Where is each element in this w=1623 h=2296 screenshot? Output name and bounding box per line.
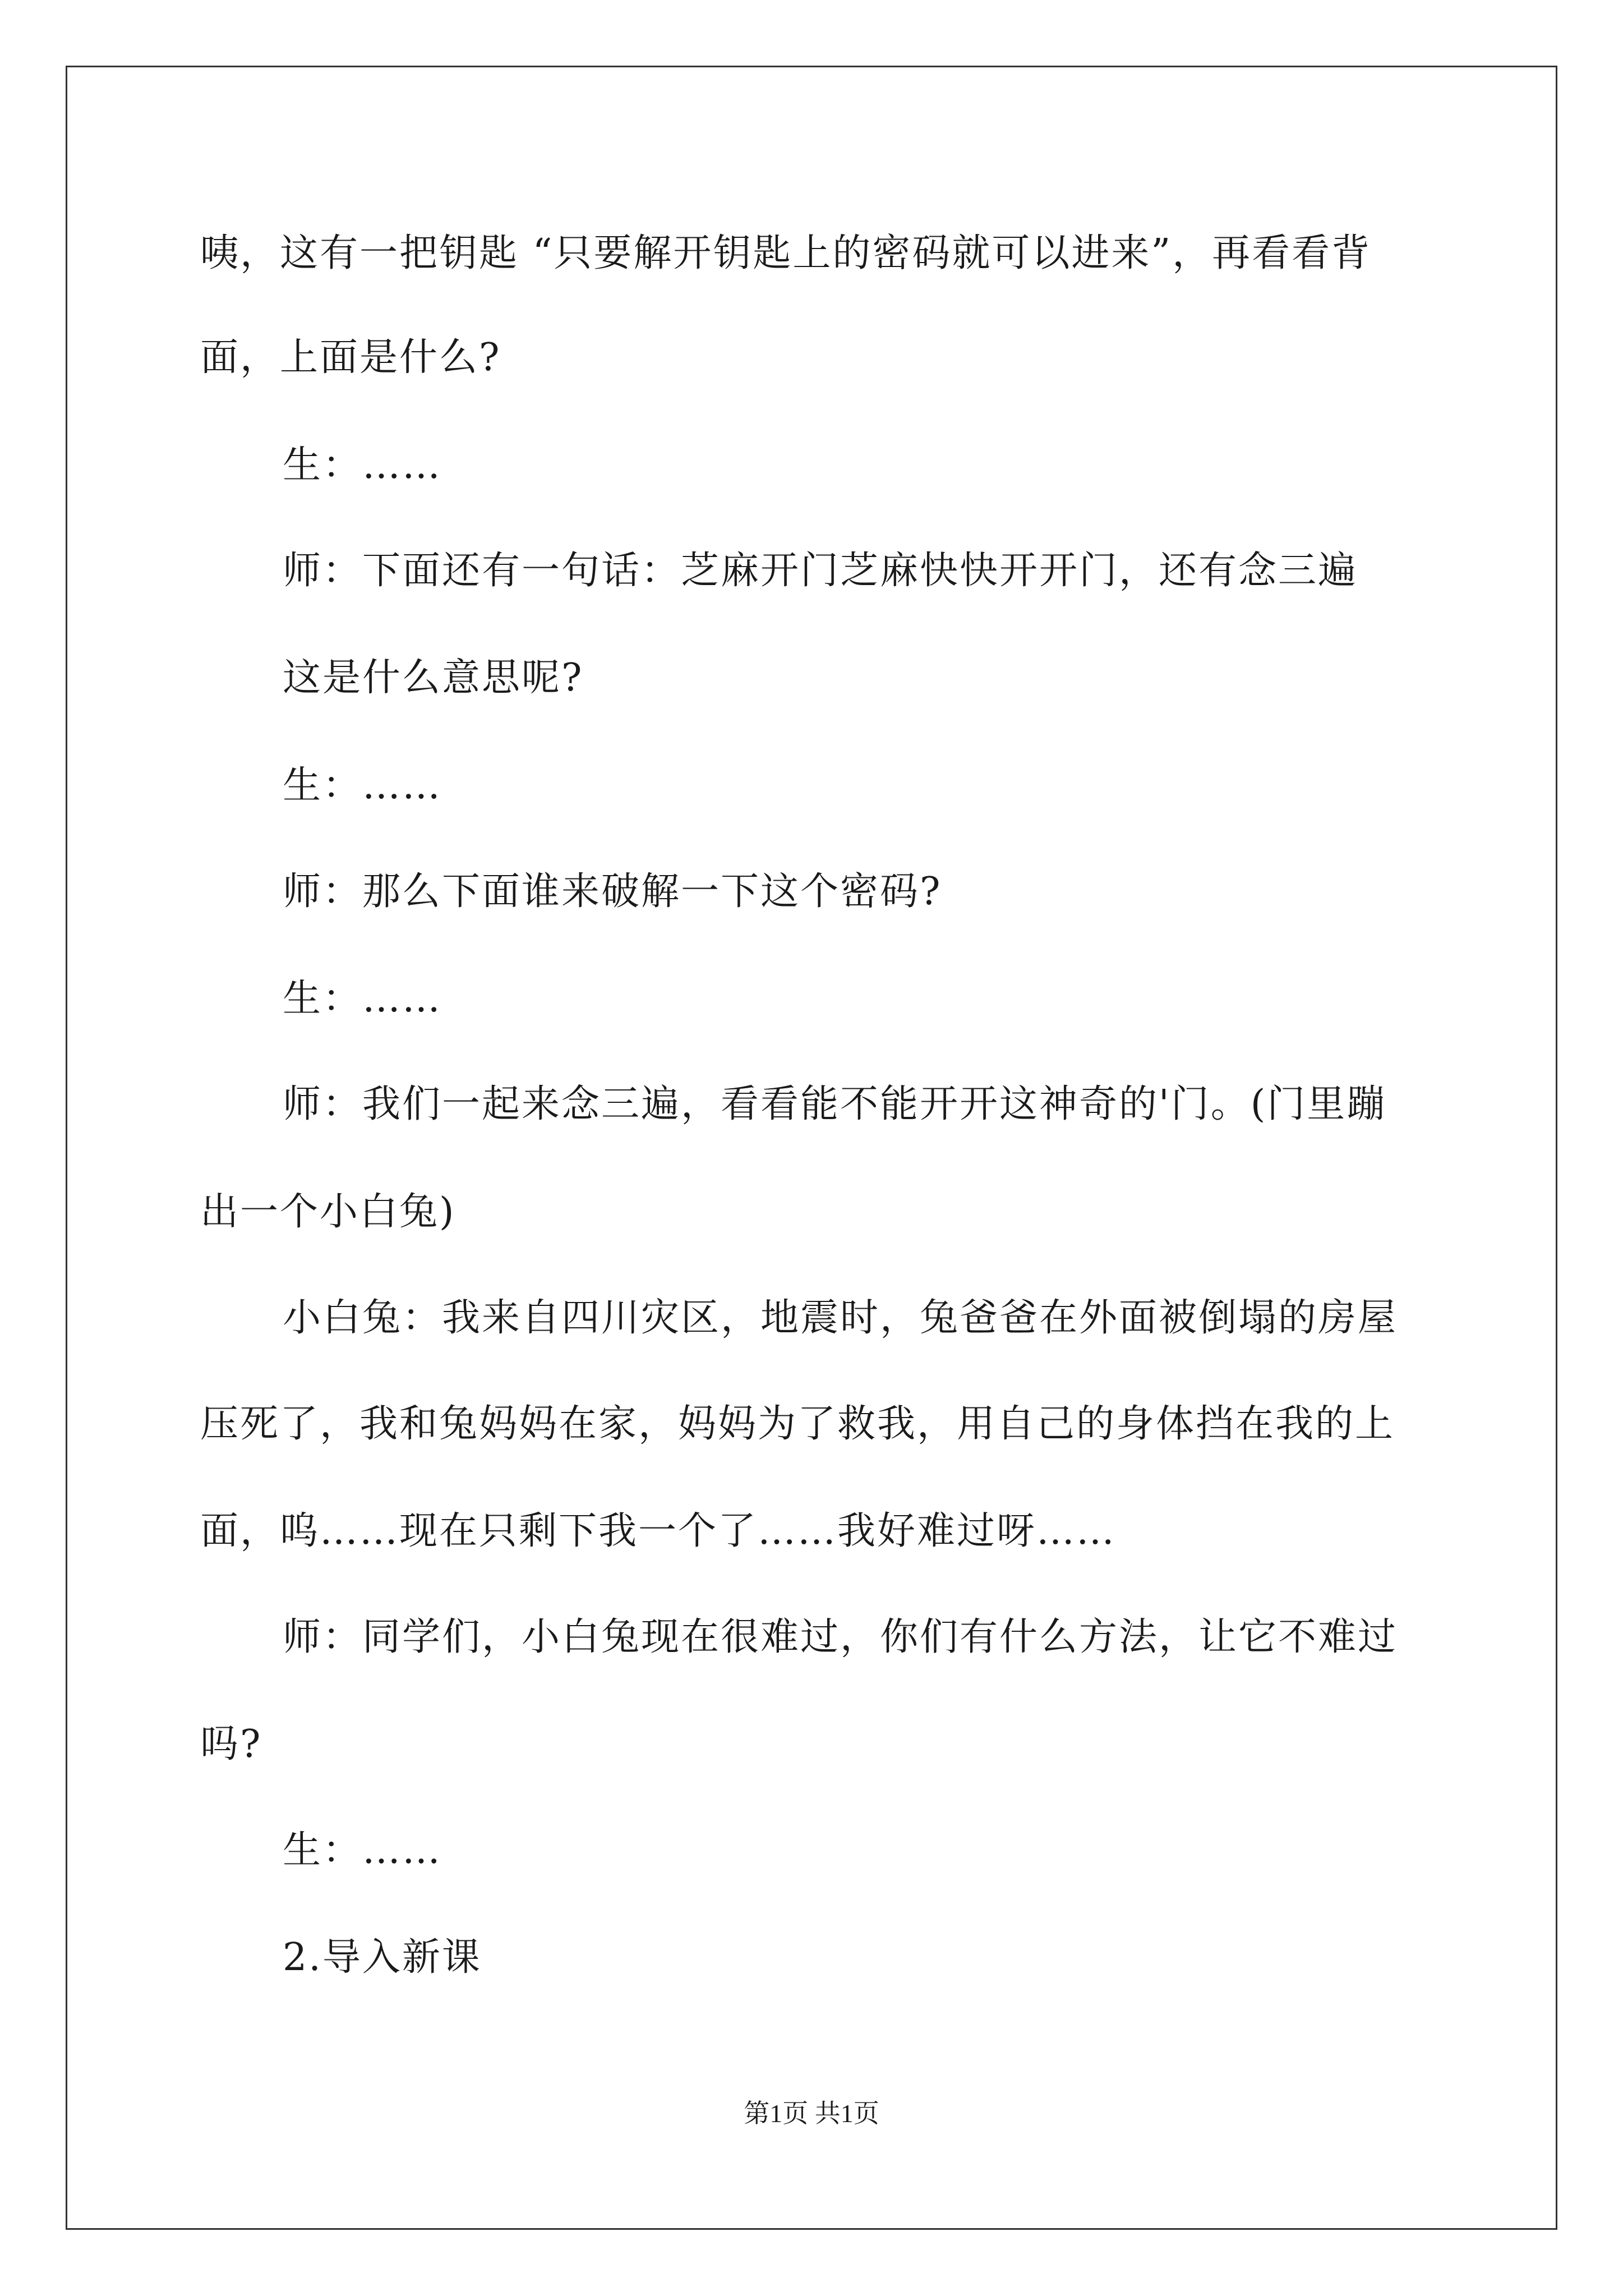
text-line: 师：同学们，小白兔现在很难过，你们有什么方法，让它不难过	[283, 1615, 1398, 1659]
text-line: 师：那么下面谁来破解一下这个密码?	[283, 869, 942, 914]
text-line: 这是什么意思呢?	[283, 656, 584, 700]
text-line: 吗?	[200, 1722, 262, 1766]
text-line: 师：下面还有一句话：芝麻开门芝麻快快开开门，还有念三遍	[283, 549, 1358, 593]
text-line: 2.导入新课	[283, 1935, 482, 1980]
page-number-footer: 第1页 共1页	[744, 2099, 879, 2128]
page-border	[66, 66, 1557, 2230]
text-line: 咦，这有一把钥匙 “只要解开钥匙上的密码就可以进来”，再看看背	[200, 231, 1372, 275]
text-line: 生：……	[283, 1828, 442, 1872]
text-line: 生：……	[283, 763, 442, 808]
text-line: 师：我们一起来念三遍，看看能不能开开这神奇的'门。(门里蹦	[283, 1082, 1387, 1126]
text-line: 出一个小白兔)	[200, 1190, 456, 1234]
text-line: 生：……	[283, 977, 442, 1021]
text-line: 小白兔：我来自四川灾区，地震时，兔爸爸在外面被倒塌的房屋	[283, 1296, 1398, 1340]
text-line: 面，上面是什么?	[200, 335, 501, 380]
text-line: 压死了，我和兔妈妈在家，妈妈为了救我，用自己的身体挡在我的上	[200, 1402, 1395, 1446]
text-line: 面，呜……现在只剩下我一个了……我好难过呀……	[200, 1509, 1117, 1553]
text-line: 生：……	[283, 443, 442, 487]
